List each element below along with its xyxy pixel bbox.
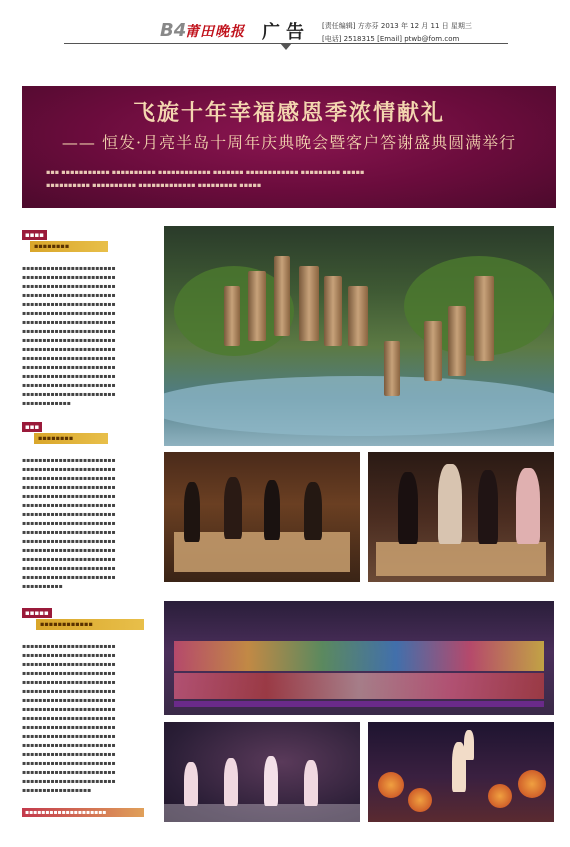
text-line: ▪▪▪▪▪▪▪▪▪▪▪▪▪▪▪▪▪▪▪▪▪▪▪ <box>22 301 116 308</box>
text-line: ▪▪▪▪▪▪▪▪▪▪▪▪▪▪▪▪▪▪▪▪▪▪▪ <box>22 565 116 572</box>
tower-shape <box>448 306 466 376</box>
text-line: ▪▪▪▪▪▪▪▪▪▪▪▪▪▪▪▪▪▪▪▪▪▪▪ <box>22 502 116 509</box>
text-line: ▪▪▪▪▪▪▪▪▪▪▪▪▪▪▪▪▪▪▪▪▪▪▪ <box>22 529 116 536</box>
dance-performance-photo <box>164 722 360 822</box>
article-text-1 <box>22 264 146 408</box>
editor-info: [责任编辑] 方亦芬 2013 年 12 月 11 日 星期三 <box>322 22 472 30</box>
text-line: ▪▪▪▪▪▪▪▪▪▪▪▪▪▪▪▪▪▪▪▪▪▪▪ <box>22 493 116 500</box>
event-photo-guests <box>368 452 554 582</box>
stage-floor <box>164 804 360 822</box>
section-tag-2: ▪▪▪ <box>22 422 42 432</box>
banner-text-line-2: ▪▪▪▪▪▪▪▪▪▪ ▪▪▪▪▪▪▪▪▪▪ ▪▪▪▪▪▪▪▪▪▪▪▪▪ ▪▪▪▪▪▪▪▪▪ ▪▪▪▪▪ <box>46 181 262 189</box>
performer-row <box>174 641 544 671</box>
text-line: ▪▪▪▪▪▪▪▪▪▪▪▪▪▪▪▪▪▪▪▪▪▪▪ <box>22 346 116 353</box>
text-line: ▪▪▪▪▪▪▪▪▪▪▪▪▪▪▪▪▪▪▪▪▪▪▪ <box>22 373 116 380</box>
banner-text-line-1: ▪▪▪ ▪▪▪▪▪▪▪▪▪▪▪ ▪▪▪▪▪▪▪▪▪▪ ▪▪▪▪▪▪▪▪▪▪▪▪ ▪▪▪▪▪▪▪ ▪▪▪▪▪▪▪▪▪▪▪▪ ▪▪▪▪▪▪▪▪▪ ▪▪▪▪▪ <box>46 168 365 176</box>
text-line: ▪▪▪▪▪▪▪▪▪▪▪▪▪▪▪▪▪▪▪▪▪▪▪ <box>22 715 116 722</box>
section-arrow-icon <box>280 43 292 50</box>
acrobat-figure <box>464 730 474 760</box>
tower-shape <box>248 271 266 341</box>
text-line: ▪▪▪▪▪▪▪▪▪▪▪▪▪▪▪▪▪▪▪▪▪▪▪ <box>22 511 116 518</box>
text-line: ▪▪▪▪▪▪▪▪▪▪▪▪▪▪▪▪▪▪▪▪▪▪▪ <box>22 742 116 749</box>
text-line: ▪▪▪▪▪▪▪▪▪▪▪▪▪▪▪▪▪▪▪▪▪▪▪ <box>22 292 116 299</box>
text-line: ▪▪▪▪▪▪▪▪▪▪ <box>22 583 63 590</box>
person-figure <box>398 472 418 544</box>
banner-title: 飞旋十年幸福感恩季浓情献礼 <box>132 100 445 126</box>
text-line: ▪▪▪▪▪▪▪▪▪▪▪▪▪▪▪▪▪▪▪▪▪▪▪ <box>22 484 116 491</box>
dancer-figure <box>184 762 198 806</box>
person-figure <box>224 477 242 539</box>
page-header <box>0 0 570 60</box>
text-line: ▪▪▪▪▪▪▪▪▪▪▪▪▪▪▪▪▪▪▪▪▪▪▪ <box>22 466 116 473</box>
person-figure <box>304 482 322 540</box>
text-line: ▪▪▪▪▪▪▪▪▪▪▪▪▪▪▪▪▪▪▪▪▪▪▪ <box>22 652 116 659</box>
section-tag-1: ▪▪▪▪ <box>22 230 47 240</box>
dancer-figure <box>224 758 238 806</box>
text-line: ▪▪▪▪▪▪▪▪▪▪▪▪▪▪▪▪▪▪▪▪▪▪▪ <box>22 556 116 563</box>
text-line: ▪▪▪▪▪▪▪▪▪▪▪▪▪▪▪▪▪▪▪▪▪▪▪ <box>22 751 116 758</box>
text-line: ▪▪▪▪▪▪▪▪▪▪▪▪▪▪▪▪▪▪▪▪▪▪▪ <box>22 391 116 398</box>
text-line: ▪▪▪▪▪▪▪▪▪▪▪▪▪▪▪▪▪▪▪▪▪▪▪ <box>22 355 116 362</box>
group-photo-performers <box>164 601 554 715</box>
text-line: ▪▪▪▪▪▪▪▪▪▪▪▪▪▪▪▪▪▪▪▪▪▪▪ <box>22 778 116 785</box>
text-line: ▪▪▪▪▪▪▪▪▪▪▪▪▪▪▪▪▪▪▪▪▪▪▪ <box>22 457 116 464</box>
text-line: ▪▪▪▪▪▪▪▪▪▪▪▪▪▪▪▪▪▪▪▪▪▪▪ <box>22 274 116 281</box>
text-line: ▪▪▪▪▪▪▪▪▪▪▪▪▪▪▪▪▪▪▪▪▪▪▪ <box>22 574 116 581</box>
river-shape <box>164 376 554 436</box>
person-figure <box>264 480 280 540</box>
flower-decoration <box>408 788 432 812</box>
person-figure <box>516 468 540 544</box>
text-line: ▪▪▪▪▪▪▪▪▪▪▪▪▪▪▪▪▪▪▪▪▪▪▪ <box>22 547 116 554</box>
text-line: ▪▪▪▪▪▪▪▪▪▪▪▪▪▪▪▪▪▪▪▪▪▪▪ <box>22 724 116 731</box>
advert-banner <box>22 86 556 208</box>
performer-row <box>174 673 544 699</box>
stage-edge <box>174 701 544 707</box>
contact-info: [电话] 2518315 [Email] ptwb@fom.com <box>322 35 460 43</box>
text-line: ▪▪▪▪▪▪▪▪▪▪▪▪▪▪▪▪▪▪▪▪▪▪▪ <box>22 319 116 326</box>
dancer-figure <box>264 756 278 806</box>
section-ribbon-2: ▪▪▪▪▪▪▪▪ <box>34 433 108 444</box>
section-title: 广告 <box>262 22 310 43</box>
text-line: ▪▪▪▪▪▪▪▪▪▪▪▪▪▪▪▪▪ <box>22 787 92 794</box>
text-line: ▪▪▪▪▪▪▪▪▪▪▪▪ <box>22 400 71 407</box>
section-tag-3: ▪▪▪▪▪ <box>22 608 52 618</box>
banner-subtitle: —— 恒发·月亮半岛十周年庆典晚会暨客户答谢盛典圆满举行 <box>61 133 517 152</box>
article-text-2 <box>22 456 146 591</box>
text-line: ▪▪▪▪▪▪▪▪▪▪▪▪▪▪▪▪▪▪▪▪▪▪▪ <box>22 265 116 272</box>
aerial-rendering-photo <box>164 226 554 446</box>
text-line: ▪▪▪▪▪▪▪▪▪▪▪▪▪▪▪▪▪▪▪▪▪▪▪ <box>22 661 116 668</box>
page-number: B4 <box>160 20 187 41</box>
newspaper-logo: 莆田晚报 <box>185 24 245 40</box>
person-figure <box>478 470 498 544</box>
text-line: ▪▪▪▪▪▪▪▪▪▪▪▪▪▪▪▪▪▪▪▪▪▪▪ <box>22 769 116 776</box>
text-line: ▪▪▪▪▪▪▪▪▪▪▪▪▪▪▪▪▪▪▪▪▪▪▪ <box>22 760 116 767</box>
flower-decoration <box>518 770 546 798</box>
text-line: ▪▪▪▪▪▪▪▪▪▪▪▪▪▪▪▪▪▪▪▪▪▪▪ <box>22 706 116 713</box>
text-line: ▪▪▪▪▪▪▪▪▪▪▪▪▪▪▪▪▪▪▪▪▪▪▪ <box>22 643 116 650</box>
text-line: ▪▪▪▪▪▪▪▪▪▪▪▪▪▪▪▪▪▪▪▪▪▪▪ <box>22 538 116 545</box>
text-line: ▪▪▪▪▪▪▪▪▪▪▪▪▪▪▪▪▪▪▪▪▪▪▪ <box>22 310 116 317</box>
tower-shape <box>424 321 442 381</box>
section-ribbon-1: ▪▪▪▪▪▪▪▪ <box>30 241 108 252</box>
tower-shape <box>474 276 494 361</box>
text-line: ▪▪▪▪▪▪▪▪▪▪▪▪▪▪▪▪▪▪▪▪▪▪▪ <box>22 688 116 695</box>
tower-shape <box>299 266 319 341</box>
sand-table-model <box>174 532 350 572</box>
person-figure <box>184 482 200 542</box>
event-photo-visitors <box>164 452 360 582</box>
text-line: ▪▪▪▪▪▪▪▪▪▪▪▪▪▪▪▪▪▪▪▪▪▪▪ <box>22 475 116 482</box>
text-line: ▪▪▪▪▪▪▪▪▪▪▪▪▪▪▪▪▪▪▪▪▪▪▪ <box>22 364 116 371</box>
dancer-figure <box>304 760 318 806</box>
article-text-3 <box>22 642 146 795</box>
tower-shape <box>384 341 400 396</box>
section-ribbon-3: ▪▪▪▪▪▪▪▪▪▪▪▪ <box>36 619 144 630</box>
sand-table-model <box>376 542 546 576</box>
text-line: ▪▪▪▪▪▪▪▪▪▪▪▪▪▪▪▪▪▪▪▪▪▪▪ <box>22 670 116 677</box>
tower-shape <box>324 276 342 346</box>
text-line: ▪▪▪▪▪▪▪▪▪▪▪▪▪▪▪▪▪▪▪▪▪▪▪ <box>22 520 116 527</box>
footer-strip: ▪▪▪▪▪▪▪▪▪▪▪▪▪▪▪▪▪▪▪▪ <box>22 808 144 817</box>
text-line: ▪▪▪▪▪▪▪▪▪▪▪▪▪▪▪▪▪▪▪▪▪▪▪ <box>22 382 116 389</box>
acrobatics-performance-photo <box>368 722 554 822</box>
header-divider <box>64 43 508 44</box>
text-line: ▪▪▪▪▪▪▪▪▪▪▪▪▪▪▪▪▪▪▪▪▪▪▪ <box>22 679 116 686</box>
person-figure <box>438 464 462 544</box>
tower-shape <box>224 286 240 346</box>
tower-shape <box>348 286 368 346</box>
flower-decoration <box>378 772 404 798</box>
text-line: ▪▪▪▪▪▪▪▪▪▪▪▪▪▪▪▪▪▪▪▪▪▪▪ <box>22 697 116 704</box>
text-line: ▪▪▪▪▪▪▪▪▪▪▪▪▪▪▪▪▪▪▪▪▪▪▪ <box>22 337 116 344</box>
tower-shape <box>274 256 290 336</box>
text-line: ▪▪▪▪▪▪▪▪▪▪▪▪▪▪▪▪▪▪▪▪▪▪▪ <box>22 328 116 335</box>
banner-intro-text <box>46 166 532 192</box>
flower-decoration <box>488 784 512 808</box>
text-line: ▪▪▪▪▪▪▪▪▪▪▪▪▪▪▪▪▪▪▪▪▪▪▪ <box>22 733 116 740</box>
text-line: ▪▪▪▪▪▪▪▪▪▪▪▪▪▪▪▪▪▪▪▪▪▪▪ <box>22 283 116 290</box>
